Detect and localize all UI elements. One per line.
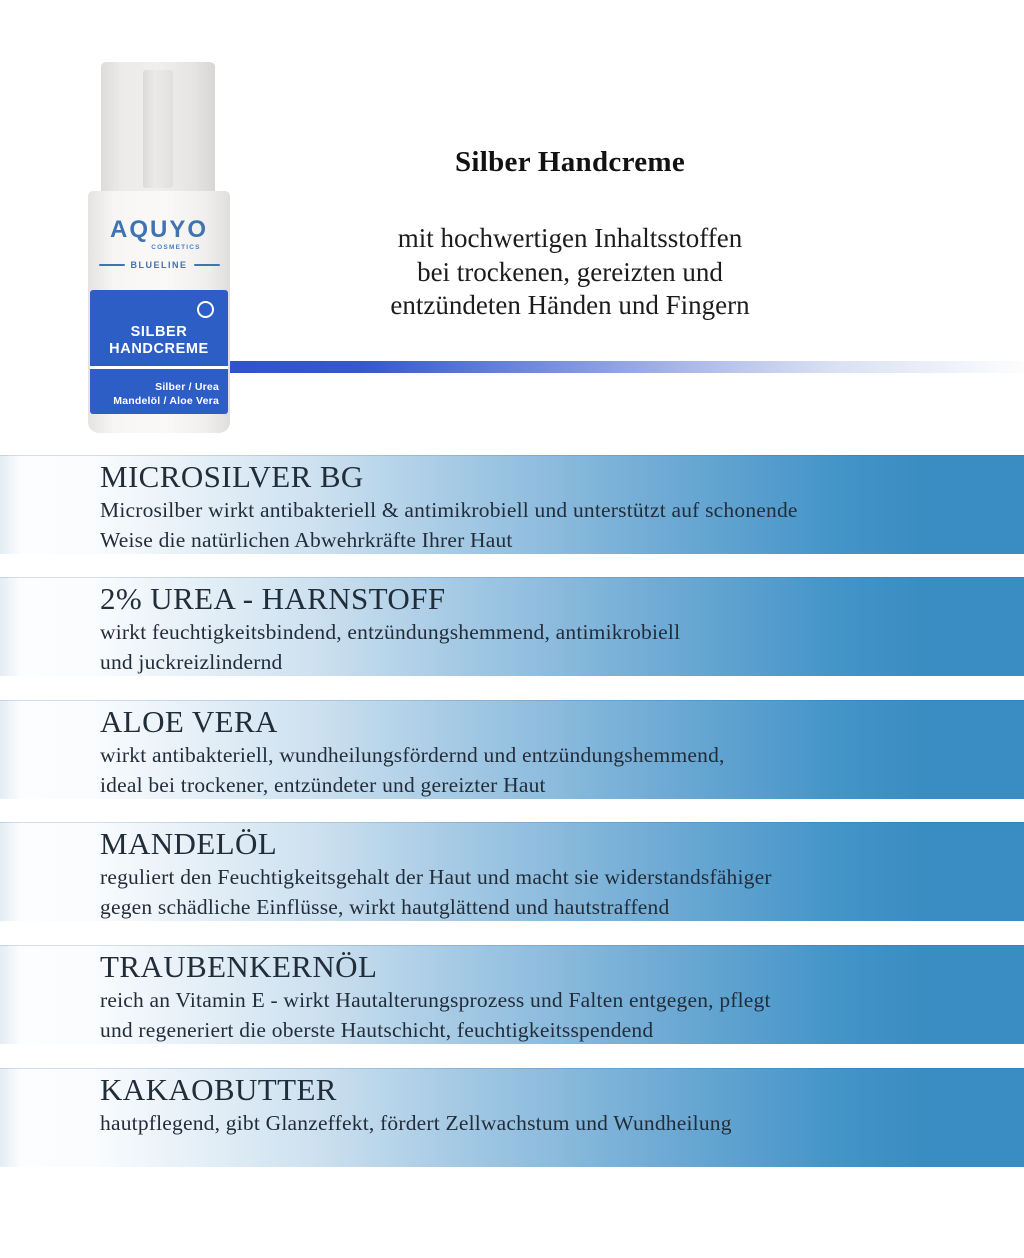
ingredient-heading: MICROSILVER BG [100,459,364,494]
label-product-name-line2: HANDCREME [109,341,209,357]
ingredient-band-mandeloel [0,822,1024,921]
label-ingredients-line2: Mandelöl / Aloe Vera [113,394,219,407]
label-ingredients-line1: Silber / Urea [155,381,219,393]
gradient-divider-line [218,361,1024,373]
label-product-name-line1: SILBER [130,324,188,340]
ingredient-heading: KAKAOBUTTER [100,1072,337,1107]
ingredient-description-line: reguliert den Feuchtigkeitsgehalt der Haut und macht sie widerstandsfähiger [100,865,772,889]
ingredient-description-line: wirkt antibakteriell, wundheilungsfördernd und entzündungshemmend, [100,743,725,767]
ingredient-description-line: und regeneriert die oberste Hautschicht, feuchtigkeitsspendend [100,1018,654,1042]
label-divider [90,366,228,369]
bottle-pump-stem [143,70,173,188]
ingredient-band-aloe-vera [0,700,1024,799]
bottle-label [90,290,228,414]
ingredient-description-line: und juckreizlindernd [100,650,283,674]
ingredient-band-microsilver [0,455,1024,554]
ingredient-description-line: wirkt feuchtigkeitsbindend, entzündungshemmend, antimikrobiell [100,620,681,644]
page-subtitle [250,222,890,323]
page-title: Silber Handcreme [454,146,686,178]
page-subtitle-line1: mit hochwertigen Inhaltsstoffen [397,223,743,253]
ingredient-heading: ALOE VERA [100,704,278,739]
blueline-right-rule [194,264,220,266]
ingredient-description-line: ideal bei trockener, entzündeter und gereizter Haut [100,773,546,797]
label-product-name [90,324,228,358]
ingredient-band-urea [0,577,1024,676]
page-subtitle-line2: bei trockenen, gereizten und [417,256,723,287]
ingredient-description-line: gegen schädliche Einflüsse, wirkt hautglättend und hautstraffend [100,895,670,919]
ingredient-band-traubenkernoel [0,945,1024,1044]
ingredient-heading: 2% UREA - HARNSTOFF [100,581,446,616]
brand-logo: AQUYO [109,216,208,243]
brand-logo-subtext: COSMETICS [151,244,201,251]
ingredient-description-line: reich an Vitamin E - wirkt Hautalterungsprozess und Falten entgegen, pflegt [100,988,771,1012]
ingredient-band-kakaobutter [0,1068,1024,1167]
product-line-name: BLUELINE [130,260,188,270]
ingredient-description-line: Microsilber wirkt antibakteriell & antimikrobiell und unterstützt auf schonende [100,498,798,522]
blueline-left-rule [99,264,125,266]
ingredient-heading: TRAUBENKERNÖL [100,949,378,984]
page-subtitle-line3: entzündeten Händen und Fingern [390,290,750,320]
product-bottle-image [88,58,230,433]
ingredient-heading: MANDELÖL [100,826,278,861]
product-line-row [88,258,230,272]
bottle-cap [101,62,215,195]
ingredient-description-line: Weise die natürlichen Abwehrkräfte Ihrer Haut [100,528,513,552]
circle-icon [197,301,214,318]
label-ingredients [113,381,219,408]
ingredient-description-line: hautpflegend, gibt Glanzeffekt, fördert Zellwachstum und Wundheilung [100,1111,732,1135]
